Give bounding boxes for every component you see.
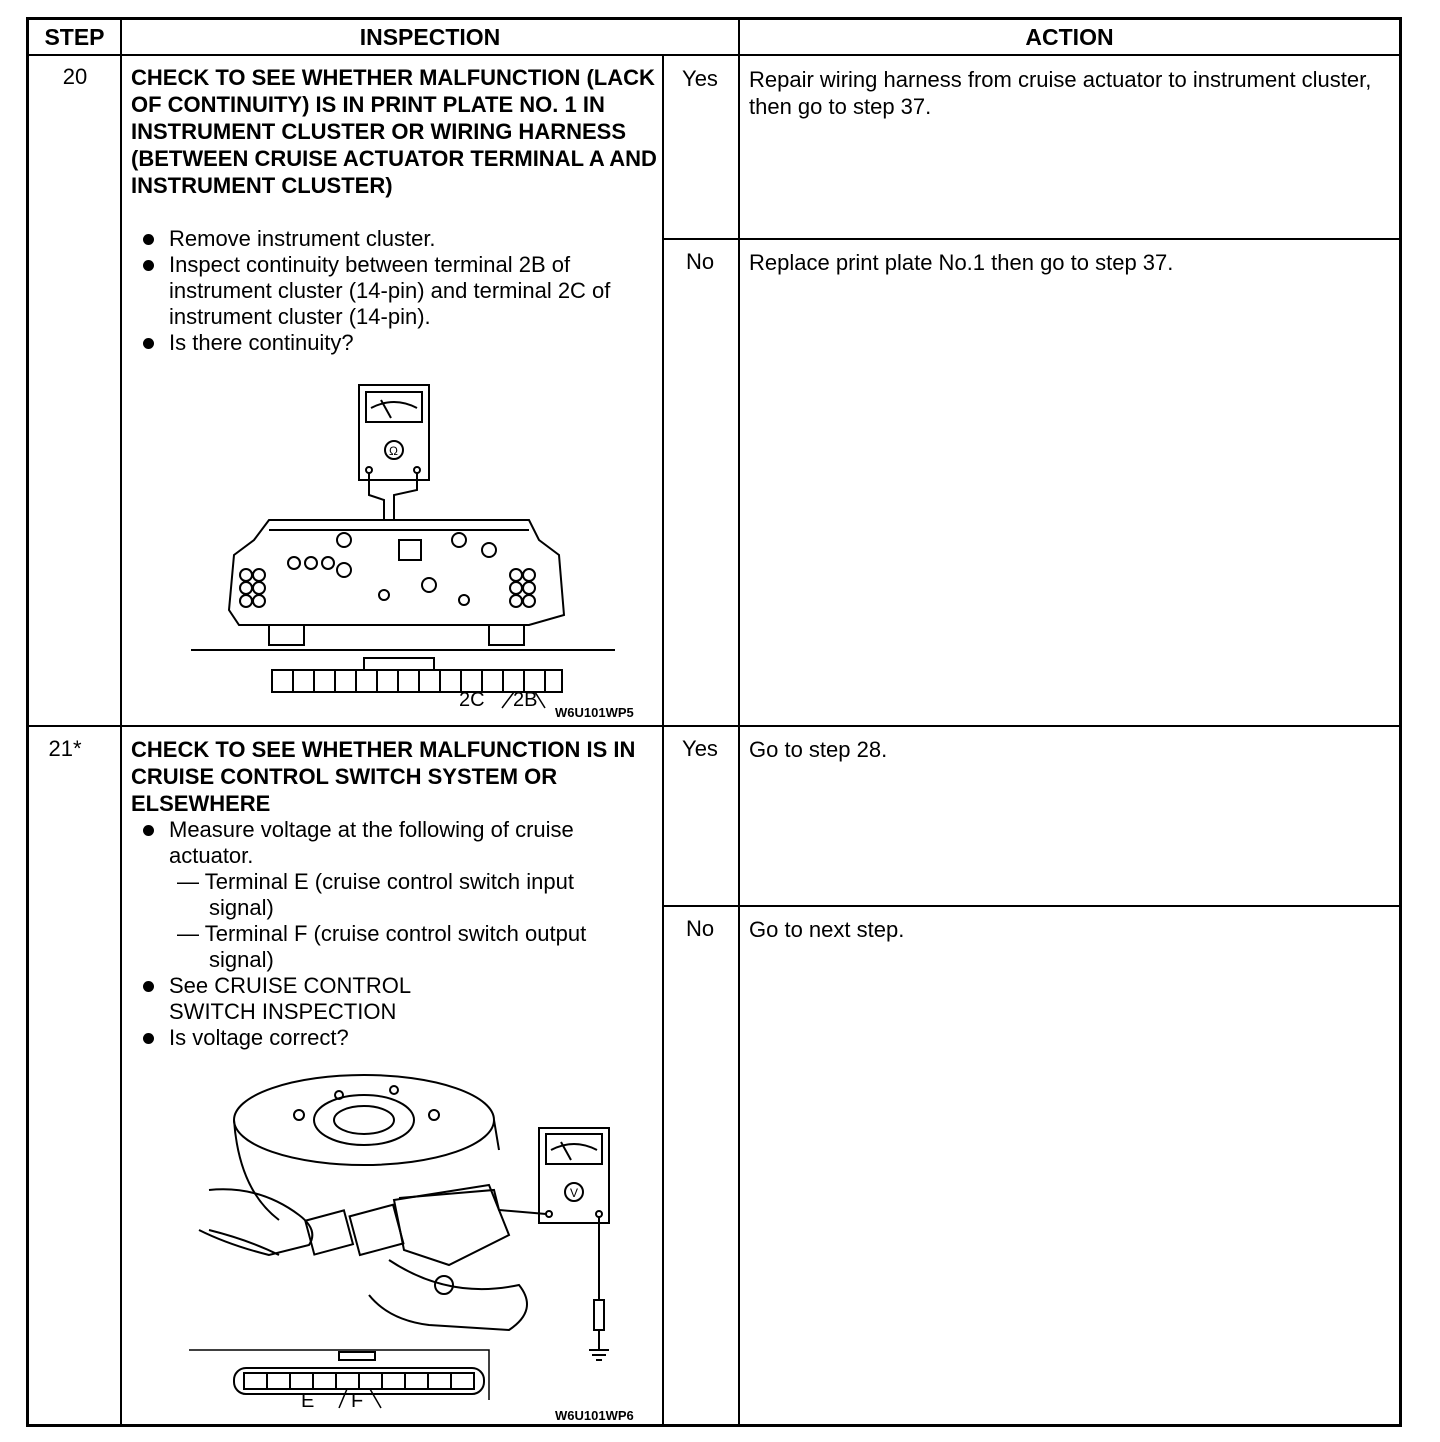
bullet-text: Is voltage correct? bbox=[169, 1025, 349, 1050]
bullet-item bbox=[137, 817, 639, 869]
bullet-text: Remove instrument cluster. bbox=[169, 226, 436, 251]
sub-item-text: — Terminal E (cruise control switch input signal) bbox=[177, 869, 574, 920]
step-number: 20 bbox=[62, 64, 88, 89]
no-action: Go to next step. bbox=[749, 917, 905, 942]
bullet-dot-icon bbox=[143, 260, 154, 271]
svg-text:Ω: Ω bbox=[389, 444, 398, 458]
figure-code: W6U101WP5 bbox=[555, 705, 634, 720]
bullet-dot-icon bbox=[143, 338, 154, 349]
bullet-item bbox=[137, 252, 629, 330]
header-action: ACTION bbox=[1025, 24, 1114, 50]
bullet-text: Measure voltage at the following of cruise actuator. bbox=[169, 817, 574, 868]
row-rule-20-21 bbox=[29, 725, 1399, 727]
no-label: No bbox=[685, 916, 715, 941]
row-rule-20-yes-no bbox=[662, 238, 1399, 240]
bullet-item bbox=[137, 330, 657, 356]
bullet-text: See CRUISE CONTROL SWITCH INSPECTION bbox=[169, 973, 411, 1024]
header-step: STEP bbox=[44, 24, 105, 50]
sub-item-text: — Terminal F (cruise control switch output signal) bbox=[177, 921, 587, 972]
svg-text:V: V bbox=[570, 1186, 579, 1200]
bullet-item bbox=[137, 973, 469, 1025]
col-rule-yesno bbox=[662, 56, 664, 1424]
step-number: 21* bbox=[48, 736, 82, 761]
instrument-cluster-ohmmeter-illustration bbox=[159, 380, 629, 720]
inspection-table bbox=[26, 17, 1402, 1427]
yes-action: Repair wiring harness from cruise actuator to instrument cluster, then go to step 37. bbox=[749, 67, 1372, 119]
bullet-dot-icon bbox=[143, 234, 154, 245]
cruise-actuator-voltmeter-illustration bbox=[189, 1070, 629, 1410]
bullet-dot-icon bbox=[143, 825, 154, 836]
bullet-text: Inspect continuity between terminal 2B of instrument cluster (14-pin) and terminal 2C of instrument cluster (14-pin). bbox=[169, 252, 611, 329]
row-rule-21-yes-no bbox=[662, 905, 1399, 907]
header-rule bbox=[29, 54, 1399, 56]
col-rule-step bbox=[120, 20, 122, 1424]
sub-item bbox=[169, 869, 629, 921]
bullet-text: Is there continuity? bbox=[169, 330, 354, 355]
inspection-title: CHECK TO SEE WHETHER MALFUNCTION (LACK OF CONTINUITY) IS IN PRINT PLATE NO. 1 IN INSTRUMENT CLUSTER OR WIRING HARNESS (BETWEEN CRUISE ACTUATOR TERMINAL A AND INSTRUMENT CLUSTER) bbox=[131, 65, 657, 198]
yes-label: Yes bbox=[682, 736, 718, 761]
figure-code: W6U101WP6 bbox=[555, 1408, 634, 1423]
terminal-label-e: E bbox=[301, 1390, 315, 1412]
no-action: Replace print plate No.1 then go to step 37. bbox=[749, 250, 1174, 275]
inspection-bullets bbox=[137, 817, 657, 1051]
yes-label: Yes bbox=[682, 66, 718, 91]
bullet-dot-icon bbox=[143, 1033, 154, 1044]
inspection-title: CHECK TO SEE WHETHER MALFUNCTION IS IN CRUISE CONTROL SWITCH SYSTEM OR ELSEWHERE bbox=[131, 737, 636, 816]
yes-action: Go to step 28. bbox=[749, 737, 888, 762]
bullet-dot-icon bbox=[143, 981, 154, 992]
no-label: No bbox=[685, 249, 715, 274]
col-rule-action bbox=[738, 20, 740, 1424]
bullet-item bbox=[137, 1025, 657, 1051]
terminal-label-f: F bbox=[351, 1390, 364, 1412]
terminal-label-2b: 2B bbox=[513, 689, 538, 711]
header-inspection: INSPECTION bbox=[359, 24, 501, 50]
sub-item bbox=[169, 921, 629, 973]
bullet-item bbox=[137, 226, 657, 252]
inspection-bullets bbox=[137, 226, 657, 356]
terminal-label-2c: 2C bbox=[459, 689, 485, 711]
